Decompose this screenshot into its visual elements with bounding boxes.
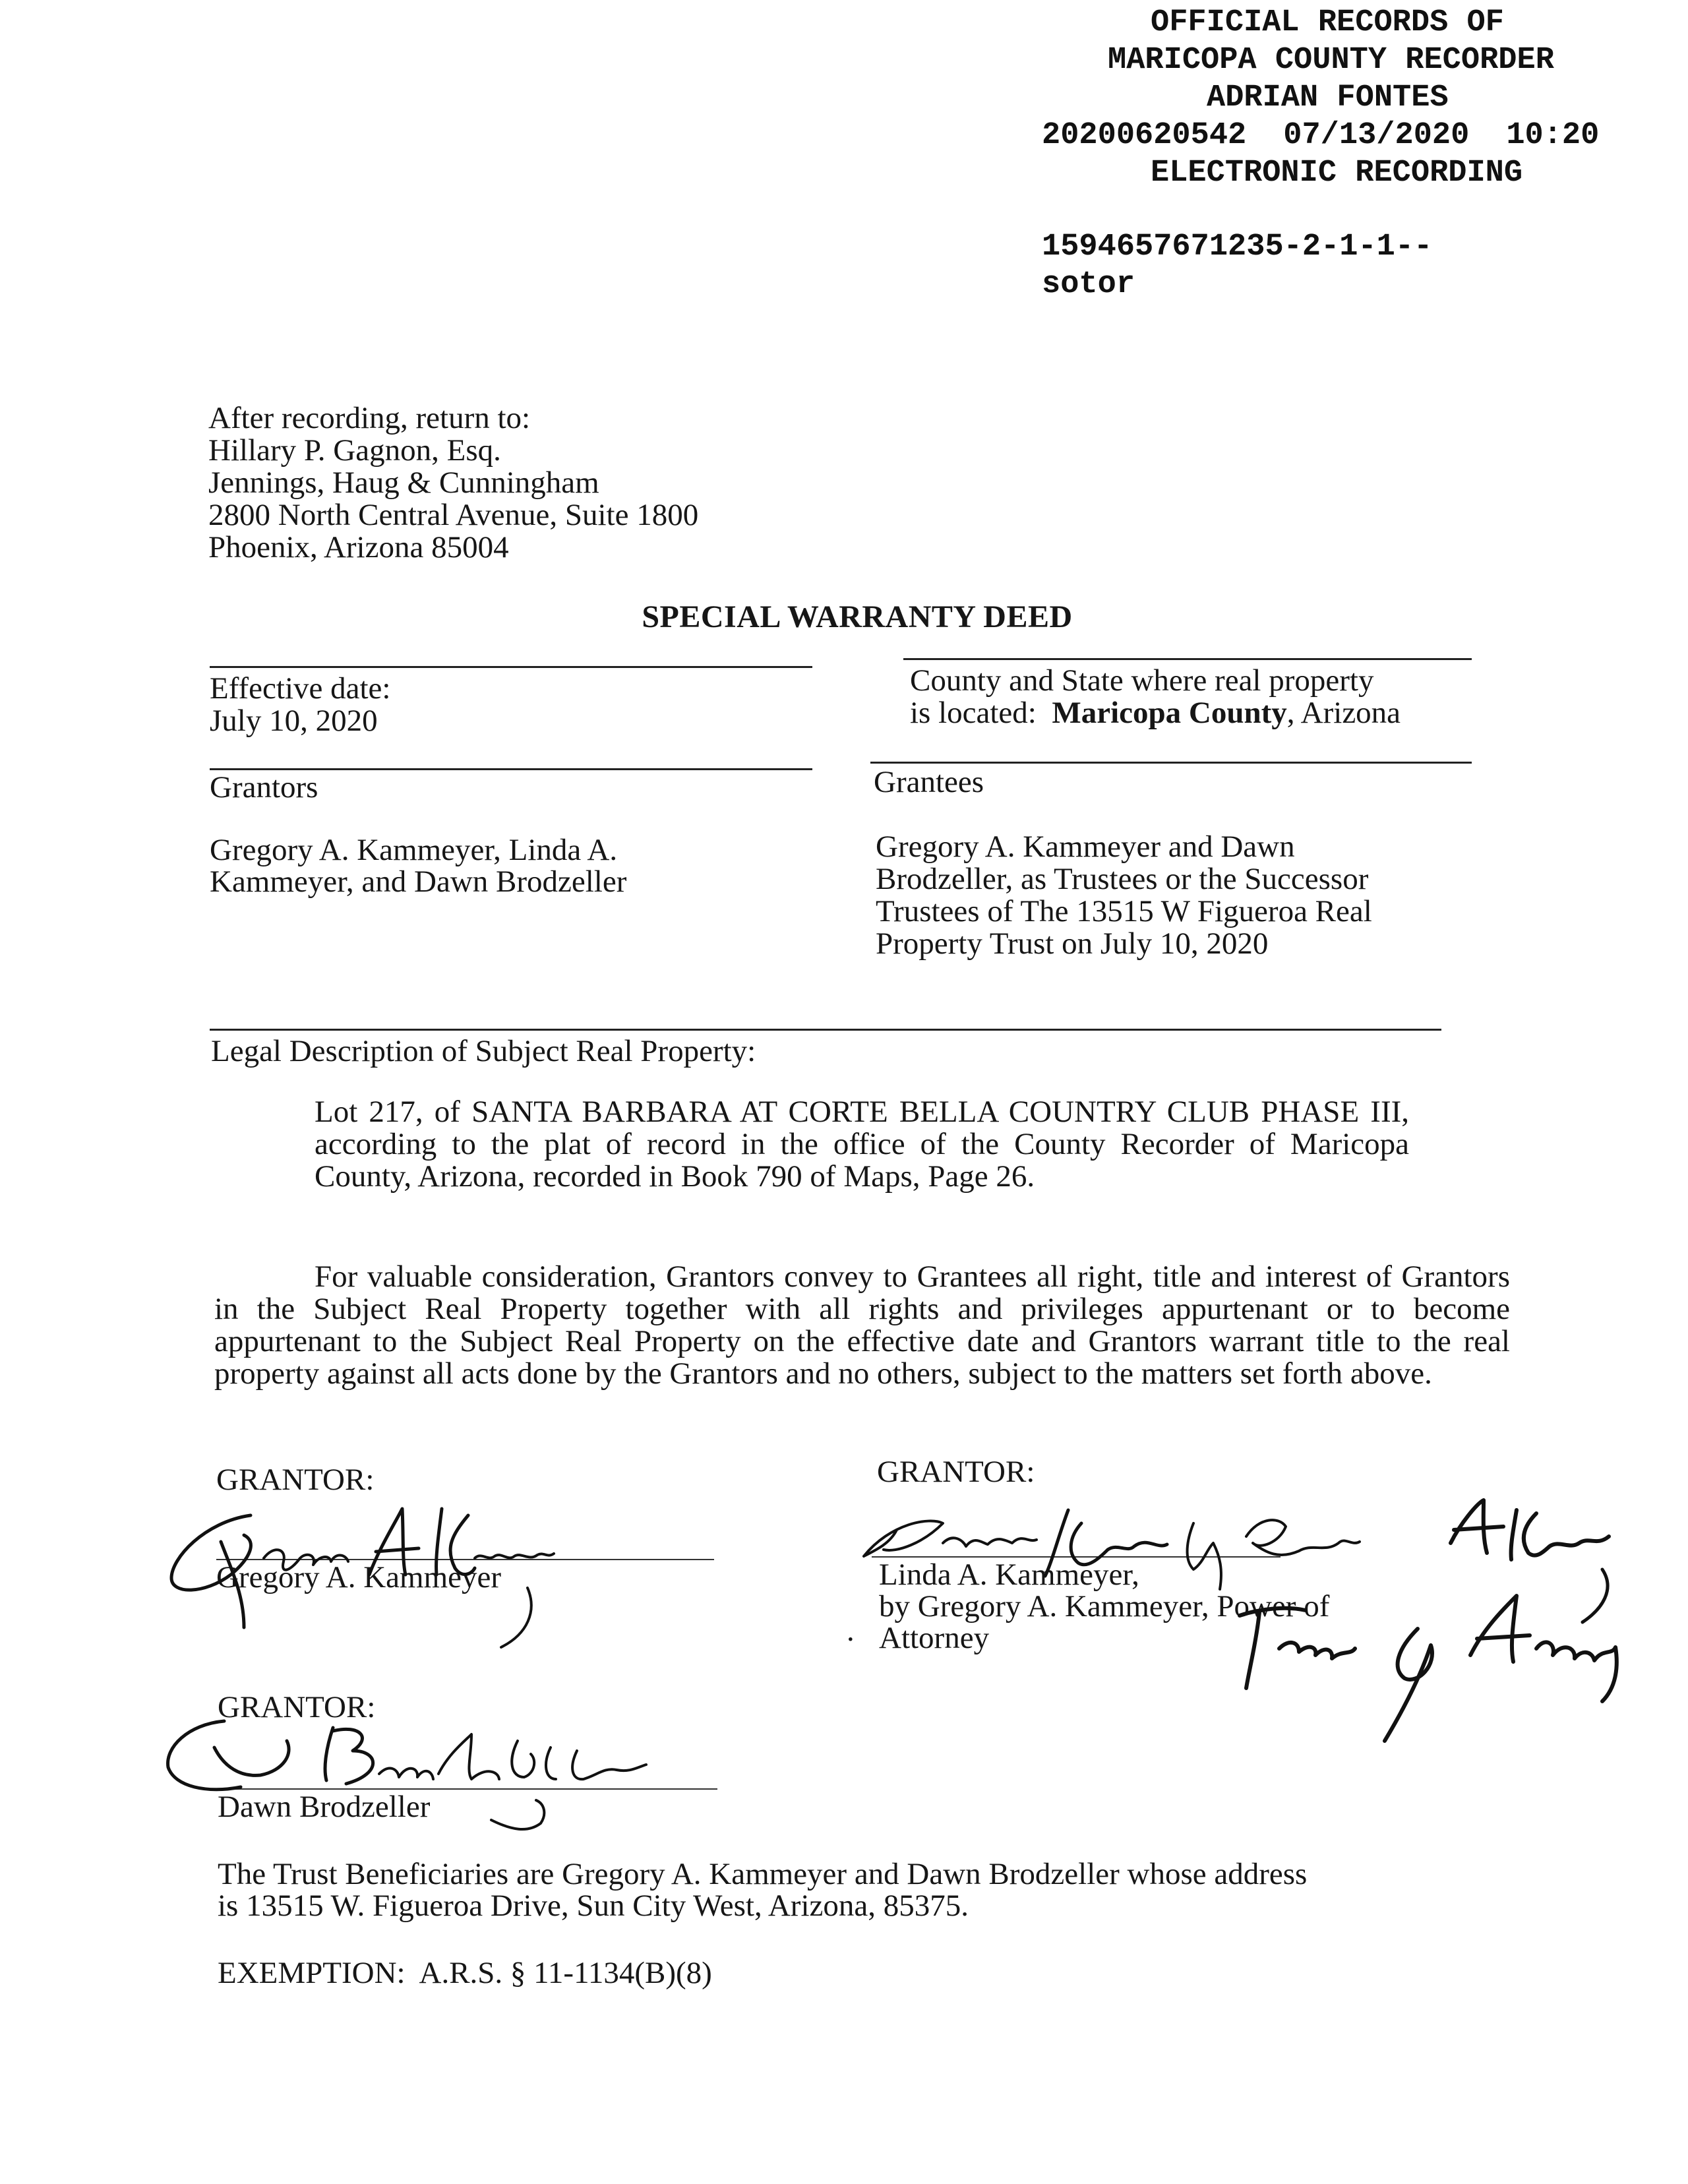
grantors-label: Grantors [210, 770, 318, 804]
grantors-line-1: Gregory A. Kammeyer, Linda A. [210, 833, 618, 867]
grantor-2-by-attorney: Attorney [879, 1621, 990, 1655]
property-location-block [910, 665, 1401, 729]
stamp-line-2: MARICOPA COUNTY RECORDER [1108, 43, 1554, 78]
grantor-2-by: by Gregory A. Kammeyer, Power of [879, 1589, 1330, 1623]
return-address [208, 402, 698, 564]
stamp-line-1: OFFICIAL RECORDS OF [1151, 5, 1504, 40]
grantor-3-label: GRANTOR: [218, 1690, 376, 1724]
location-line-2 [910, 697, 1401, 729]
stamp-line-4 [1042, 117, 1675, 154]
return-heading: After recording, return to: [208, 401, 531, 435]
rule-top-left [210, 666, 812, 668]
gregory-signature-icon [158, 1496, 567, 1654]
stamp-line-5: ELECTRONIC RECORDING [1151, 156, 1523, 191]
location-line-1: County and State where real property [910, 663, 1374, 698]
location-suffix: , Arizona [1286, 696, 1401, 730]
stamp-ref-code: 1594657671235-2-1-1-- [1042, 229, 1433, 264]
grantor-3-name: Dawn Brodzeller [218, 1790, 431, 1824]
legal-description-label: Legal Description of Subject Real Property: [211, 1034, 756, 1068]
rule-top-right [903, 658, 1472, 660]
grantor-1-label: GRANTOR: [216, 1463, 375, 1497]
beneficiaries-block [218, 1858, 1307, 1922]
effective-date-label: Effective date: [210, 671, 391, 706]
effective-date-value: July 10, 2020 [210, 704, 378, 738]
grantors-names [210, 834, 626, 897]
legal-description [315, 1096, 1409, 1193]
linda-poa-signature-icon [824, 1497, 1655, 1747]
rule-mid-right [870, 762, 1472, 764]
effective-date-block [210, 673, 390, 737]
location-prefix: is located: [910, 696, 1052, 730]
return-city: Phoenix, Arizona 85004 [208, 530, 509, 564]
grantees-line-4: Property Trust on July 10, 2020 [876, 926, 1269, 961]
conveyance-clause [214, 1261, 1510, 1390]
grantor-2-bullet: · [845, 1622, 856, 1656]
location-county: Maricopa County [1052, 696, 1287, 730]
grantors-line-2: Kammeyer, and Dawn Brodzeller [210, 864, 627, 899]
grantees-label: Grantees [874, 765, 984, 799]
return-street: 2800 North Central Avenue, Suite 1800 [208, 498, 699, 532]
conveyance-text: For valuable consideration, Grantors convey to Grantees all right, title and interest of Grantors in the Subject Real Property together with all rights and privileges appurtenant or to become appurtenant to the Subject Real Property on the effective date and Grantors warrant title to the real property against all acts done by the Grantors and no others, subject to the matters set forth above. [214, 1259, 1510, 1391]
beneficiaries-line-1: The Trust Beneficiaries are Gregory A. Kammeyer and Dawn Brodzeller whose address [218, 1857, 1308, 1891]
grantor-2-label: GRANTOR: [877, 1455, 1035, 1489]
stamp-time: 10:20 [1506, 118, 1600, 153]
document-title: SPECIAL WARRANTY DEED [642, 599, 1073, 634]
grantor-1-name: Gregory A. Kammeyer [216, 1560, 501, 1594]
stamp-date: 07/13/2020 [1283, 118, 1470, 153]
beneficiaries-line-2: is 13515 W. Figueroa Drive, Sun City West, Arizona, 85375. [218, 1889, 969, 1923]
return-name: Hillary P. Gagnon, Esq. [208, 433, 501, 468]
rule-legal [210, 1029, 1441, 1031]
return-firm: Jennings, Haug & Cunningham [208, 466, 599, 500]
grantees-line-3: Trustees of The 13515 W Figueroa Real [876, 894, 1372, 928]
grantees-line-1: Gregory A. Kammeyer and Dawn [876, 830, 1295, 864]
recording-stamp [1042, 4, 1675, 303]
stamp-line-3: ADRIAN FONTES [1207, 80, 1449, 115]
grantor-2-name: Linda A. Kammeyer, [879, 1558, 1139, 1592]
grantees-line-2: Brodzeller, as Trustees or the Successor [876, 862, 1369, 896]
stamp-doc-number: 20200620542 [1042, 118, 1247, 153]
stamp-ref-user: sotor [1042, 267, 1135, 302]
grantees-names [876, 831, 1372, 960]
dawn-signature-icon [162, 1701, 663, 1840]
legal-description-text: Lot 217, of SANTA BARBARA AT CORTE BELLA COUNTRY CLUB PHASE III, according to the plat of record in the office of the County Recorder of Maricopa County, Arizona, recorded in Book 790 of Maps, Page 26. [315, 1095, 1409, 1194]
exemption-statement: EXEMPTION: A.R.S. § 11-1134(B)(8) [218, 1956, 712, 1990]
